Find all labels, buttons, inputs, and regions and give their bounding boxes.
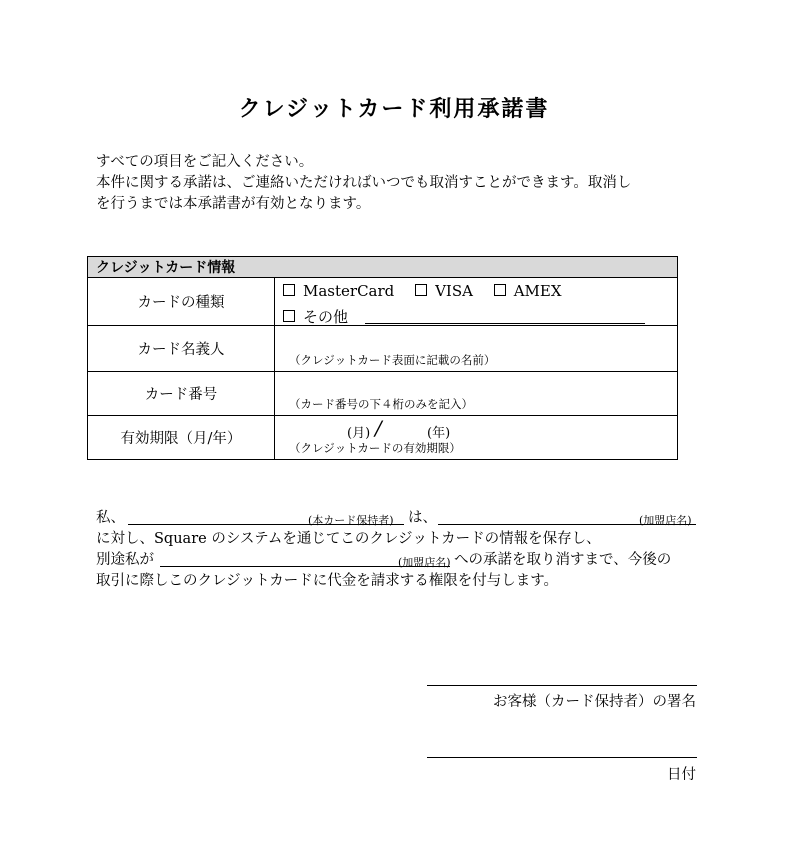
amex-checkbox[interactable] [494,284,506,296]
option-mastercard[interactable]: MasterCard [283,282,394,300]
table-header: クレジットカード情報 [88,257,678,278]
table-row-holder [88,326,678,372]
expiry-field[interactable] [275,416,678,460]
agreement-paragraph [96,508,696,592]
option-amex[interactable]: AMEX [494,282,562,300]
expiry-label: 有効期限（月/年） [88,416,275,460]
option-visa[interactable]: VISA [415,282,473,300]
signature-label: お客様（カード保持者）の署名 [493,694,696,710]
card-holder-label: カード名義人 [88,326,275,372]
credit-card-info-table [87,256,678,460]
agreement-line-4: 取引に際しこのクレジットカードに代金を請求する権限を付与します。 [96,573,559,589]
intro-line-3: を行うまでは本承諾書が有効となります。 [96,196,371,212]
intro-line-1: すべての項目をご記入ください。 [96,154,314,170]
expiry-slash: / [375,416,382,440]
merchant-hint-2: (加盟店名) [398,556,451,569]
expiry-year: (年) [427,426,451,441]
card-number-label: カード番号 [88,372,275,416]
mastercard-checkbox[interactable] [283,284,295,296]
expiry-note: （クレジットカードの有効期限） [289,441,461,455]
date-line[interactable] [427,757,697,758]
card-holder-field[interactable] [275,326,678,372]
agreement-line-2: に対し、Square のシステムを通じてこのクレジットカードの情報を保存し、 [96,531,601,547]
intro-text [96,152,696,215]
table-row-expiry [88,416,678,460]
card-holder-note: （クレジットカード表面に記載の名前） [289,353,496,367]
agreement-line-1: 私、 (本カード保持者) は、 (加盟店名) [96,508,696,529]
card-type-label: カードの種類 [88,278,275,326]
date-label: 日付 [667,767,696,783]
merchant-hint: (加盟店名) [639,514,692,527]
agreement-line-3: 別途私が (加盟店名) への承諾を取り消すまで、今後の [96,550,696,571]
card-number-note: （カード番号の下４桁のみを記入） [289,397,473,411]
table-row-number [88,372,678,416]
intro-line-2: 本件に関する承諾は、ご連絡いただければいつでも取消すことができます。取消し [96,175,632,191]
document-title: クレジットカード利用承諾書 [238,96,550,122]
signature-line[interactable] [427,685,697,686]
holder-hint: (本カード保持者) [308,514,394,527]
other-input-line[interactable] [365,311,645,324]
expiry-month: (月) [347,426,371,441]
table-row-card-type [88,278,678,326]
card-number-field[interactable] [275,372,678,416]
other-checkbox[interactable] [283,310,295,322]
option-other[interactable]: その他 [283,308,348,326]
visa-checkbox[interactable] [415,284,427,296]
card-type-options [275,278,678,326]
